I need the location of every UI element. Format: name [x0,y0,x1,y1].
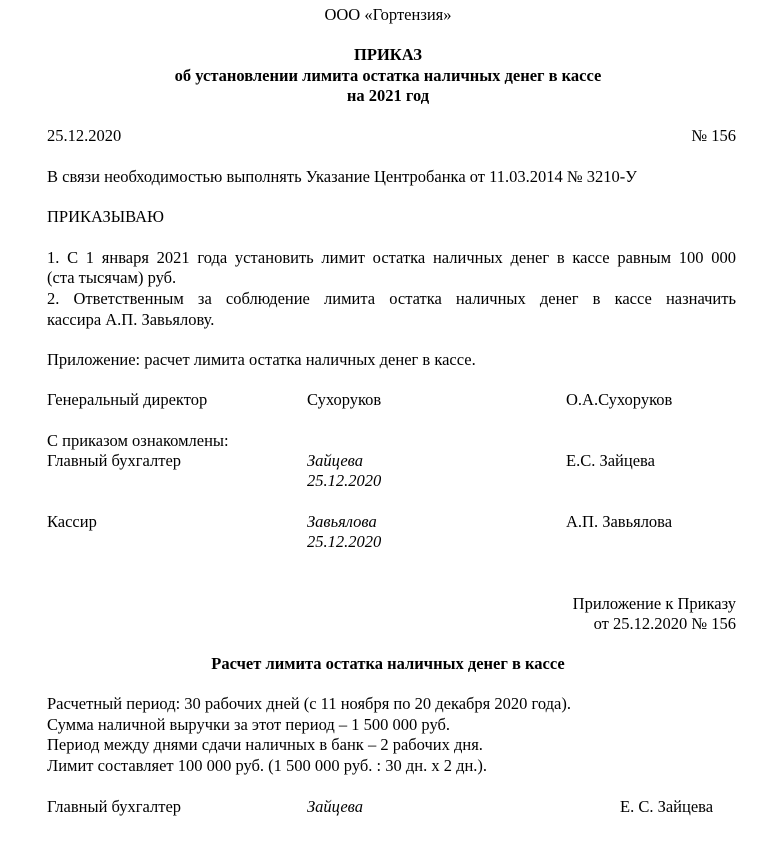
appendix-line1: Расчетный период: 30 рабочих дней (с 11 ноября по 20 декабря 2020 года). [47,694,571,713]
accountant-title: Главный бухгалтер [47,451,182,470]
cashier-title: Кассир [47,512,97,531]
appendix-signer-signature: Зайцева [307,797,363,816]
appendix-header-line1: Приложение к Приказу [572,594,736,613]
organization-name: ООО «Гортензия» [324,5,452,24]
cashier-name: А.П. Завьялова [566,512,673,531]
accountant-signature: Зайцева [307,451,363,470]
appendix-title: Расчет лимита остатка наличных денег в кассе [211,654,565,673]
order-title: ПРИКАЗ [354,45,422,64]
appendix-line3: Период между днями сдачи наличных в банк – 2 рабочих дня. [47,735,483,754]
appendix-line4: Лимит составляет 100 000 руб. (1 500 000 руб. : 30 дн. х 2 дн.). [47,756,488,775]
order-basis: В связи необходимостью выполнять Указание Центробанка от 11.03.2014 № 3210-У [47,167,637,186]
accountant-sign-date: 25.12.2020 [307,471,382,490]
order-item2-line1: 2. Ответственным за соблюдение лимита остатка наличных денег в кассе назначить [47,289,736,308]
attachment-note: Приложение: расчет лимита остатка наличных денег в кассе. [47,350,476,369]
appendix-header-line2: от 25.12.2020 № 156 [593,614,736,633]
cashier-signature: Завьялова [307,512,377,531]
director-signature: Сухоруков [307,390,382,409]
cashier-sign-date: 25.12.2020 [307,532,382,551]
director-title: Генеральный директор [47,390,208,409]
order-item1-line2: (ста тысячам) руб. [47,268,177,287]
appendix-line2: Сумма наличной выручки за этот период – 1 500 000 руб. [47,715,450,734]
order-subtitle-line2: на 2021 год [346,86,430,105]
order-date: 25.12.2020 [47,126,122,145]
order-number: № 156 [691,126,736,145]
appendix-signer-name: Е. С. Зайцева [620,797,714,816]
appendix-signer-title: Главный бухгалтер [47,797,182,816]
director-name: О.А.Сухоруков [566,390,673,409]
order-word: ПРИКАЗЫВАЮ [47,207,165,226]
acquainted-label: С приказом ознакомлены: [47,431,229,450]
order-subtitle-line1: об установлении лимита остатка наличных денег в кассе [174,66,602,85]
order-item1-line1: 1. С 1 января 2021 года установить лимит остатка наличных денег в кассе равным 100 000 [47,248,736,267]
order-item2-line2: кассира А.П. Завьялову. [47,310,215,329]
accountant-name: Е.С. Зайцева [566,451,655,470]
